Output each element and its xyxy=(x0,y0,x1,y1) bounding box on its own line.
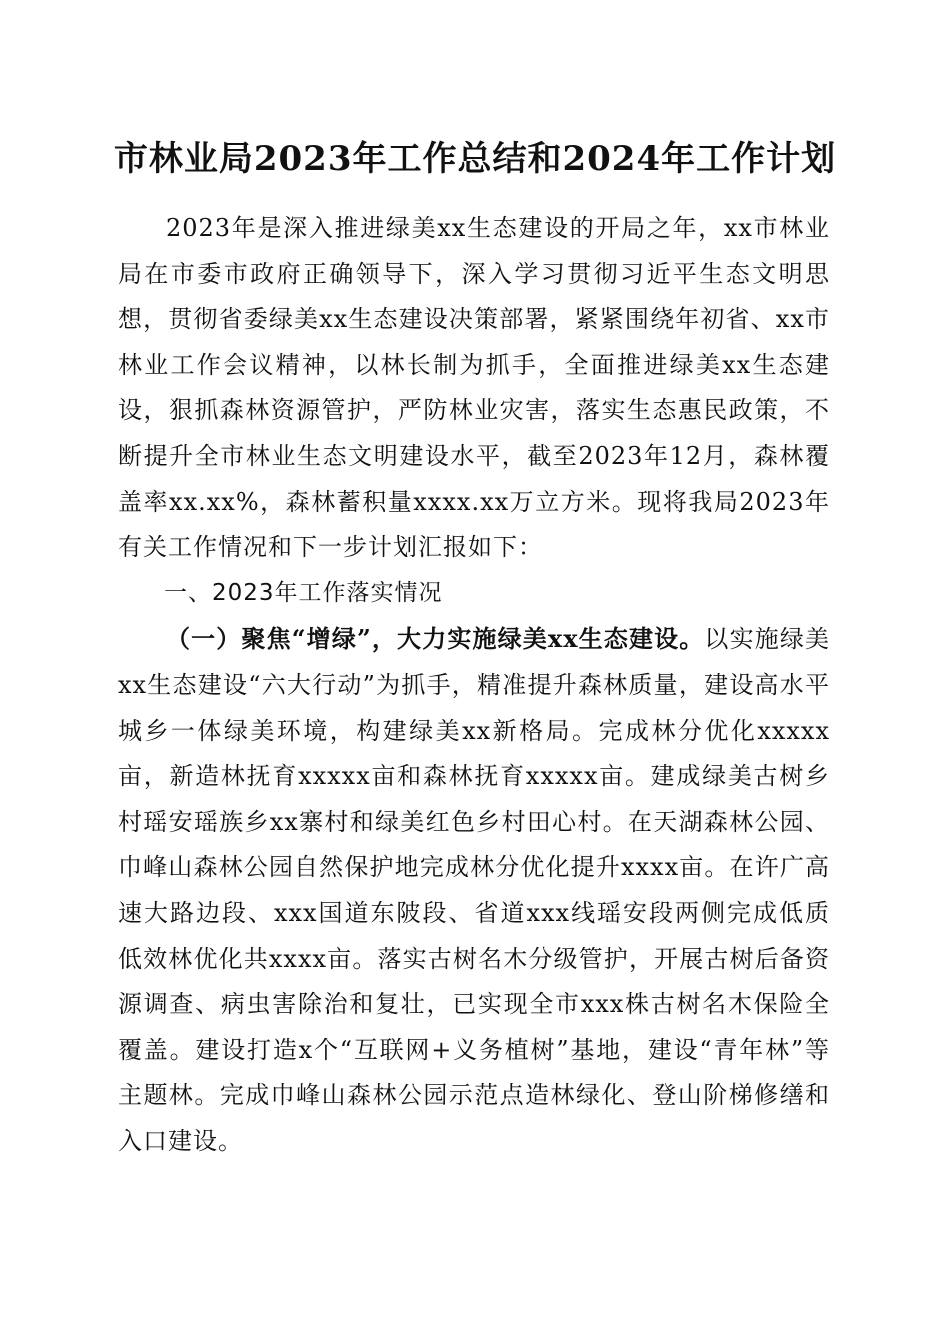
document-body xyxy=(118,206,830,1164)
section-heading: 一、2023年工作落实情况 xyxy=(164,579,443,606)
document-title: 市林业局2023年工作总结和2024年工作计划 xyxy=(113,139,837,179)
subsection-paragraph xyxy=(118,616,830,1164)
subsection-lead: （一）聚焦“增绿”，大力实施绿美xx生态建设。 xyxy=(166,624,705,654)
subsection-body: 以实施绿美xx生态建设“六大行动”为抓手，精准提升森林质量，建设高水平城乡一体绿美环境，构建绿美xx新格局。完成林分优化xxxxx亩，新造林抚育xxxxx亩和森林抚育xxxxx亩。建成绿美古树乡村瑶安瑶族乡xx寨村和绿美红色乡村田心村。在天湖森林公园、巾峰山森林公园自然保护地完成林分优化提升xxxx亩。在许广高速大路边段、xxx国道东陂段、省道xxx线瑶安段两侧完成低质低效林优化共xxxx亩。落实古树名木分级管护，开展古树后备资源调查、病虫害除治和复壮，已实现全市xxx株古树名木保险全覆盖。建设打造x个“互联网+义务植树”基地，建设“青年林”等主题林。完成巾峰山森林公园示范点造林绿化、登山阶梯修缮和入口建设。 xyxy=(118,625,831,1155)
intro-paragraph: 2023年是深入推进绿美xx生态建设的开局之年，xx市林业局在市委市政府正确领导下，深入学习贯彻习近平生态文明思想，贯彻省委绿美xx生态建设决策部署，紧紧围绕年初省、xx市林业工作会议精神，以林长制为抓手，全面推进绿美xx生态建设，狠抓森林资源管护，严防林业灾害，落实生态惠民政策，不断提升全市林业生态文明建设水平，截至2023年12月，森林覆盖率xx.xx%，森林蓄积量xxxx.xx万立方米。现将我局2023年有关工作情况和下一步计划汇报如下： xyxy=(118,214,830,562)
